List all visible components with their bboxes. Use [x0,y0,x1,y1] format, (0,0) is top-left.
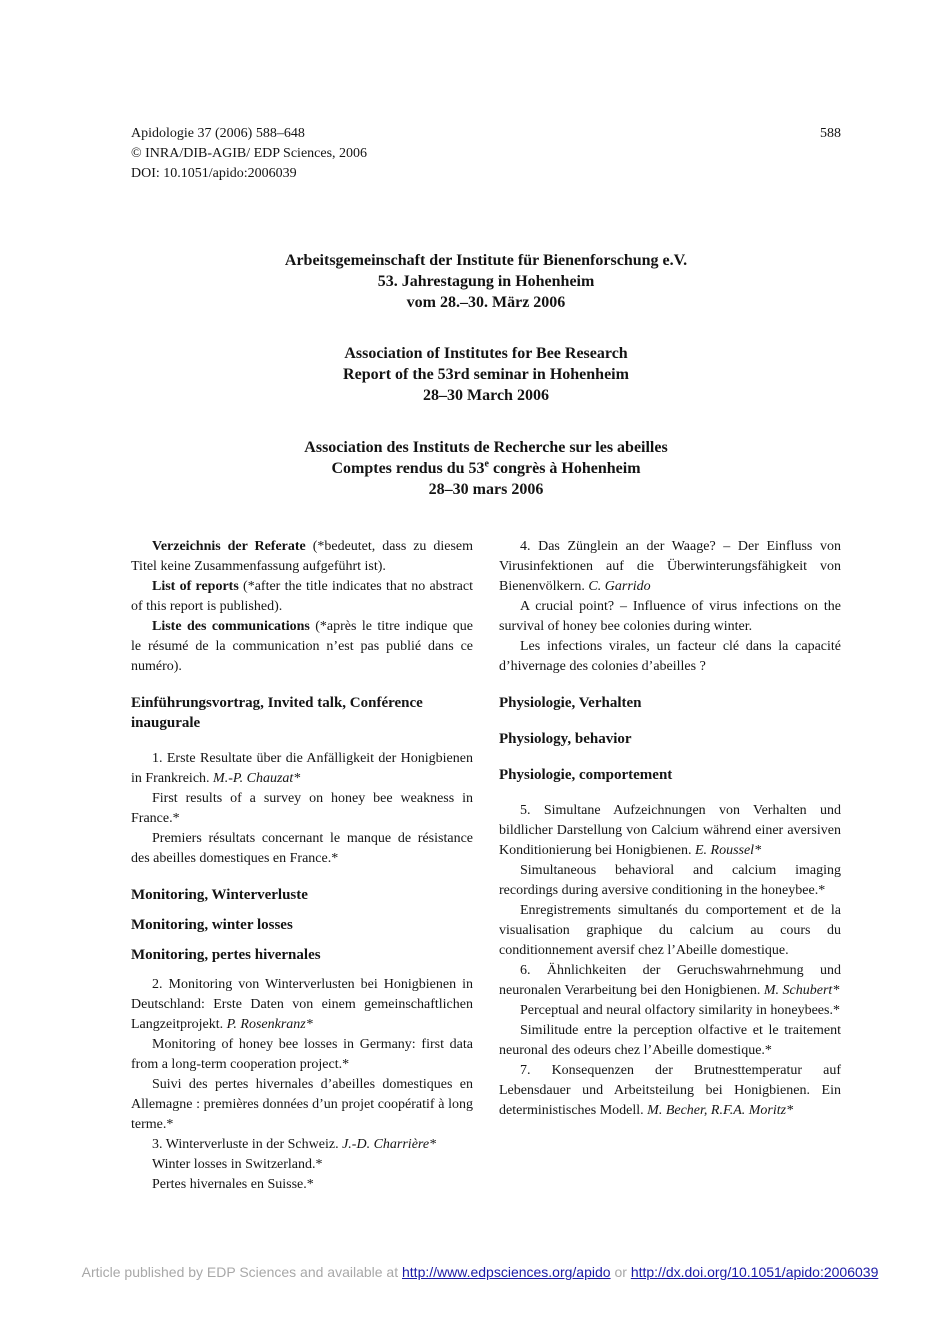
report-title: 4. Das Zünglein an der Waage? – Der Einfluss von Virusinfektionen auf die Überwinterungsfähigkeit von Bienenvölkern. [499,539,841,594]
title-text: congrès à Hohenheim [488,460,641,477]
intro-french [131,617,473,677]
intro-german-bold: Verzeichnis der Referate [152,539,306,554]
title-english [0,343,930,406]
section-heading: Einführungsvortrag, Invited talk, Conférence inaugurale [131,695,423,731]
title-line: Association des Instituts de Recherche sur les abeilles [304,439,668,456]
report-author: M.-P. Chauzat* [213,771,301,786]
report-translation-fr: Suivi des pertes hivernales d’abeilles domestiques en Allemagne : premières données d’un projet coopératif à long terme.* [131,1077,473,1132]
report-item [499,961,841,1001]
report-author: M. Schubert* [763,983,840,998]
report-translation-en: Simultaneous behavioral and calcium imaging recordings during aversive conditioning in the honeybee.* [499,863,841,898]
report-item [131,975,473,1035]
left-column [131,537,473,1195]
title-line: 28–30 March 2006 [423,387,549,404]
section-heading: Physiology, behavior [499,731,632,747]
title-text: Comptes rendus du 53 [331,460,485,477]
footer-text: or [610,1264,631,1280]
report-author: C. Garrido [588,579,651,594]
title-french [0,437,930,500]
intro-french-bold: Liste des communications [152,619,310,634]
report-item [131,1135,473,1155]
report-translation-en: A crucial point? – Influence of virus infections on the survival of honey bee colonies during winter. [499,599,841,634]
report-author: E. Roussel* [694,843,762,858]
intro-french-text: (*après le titre indique que le résumé de la communication n’est pas publié dans ce numéro). [131,619,473,674]
report-author: J.-D. Charrière* [342,1137,437,1152]
title-line: vom 28.–30. März 2006 [406,294,566,311]
title-line: Association of Institutes for Bee Research [344,345,628,362]
title-line [0,458,930,479]
title-line: Report of the 53rd seminar in Hohenheim [343,366,629,383]
report-translation-fr: Les infections virales, un facteur clé dans la capacité d’hivernage des colonies d’abeilles ? [499,639,841,674]
intro-english [131,577,473,617]
report-translation-en: Perceptual and neural olfactory similarity in honeybees.* [520,1003,840,1018]
journal-citation: Apidologie 37 (2006) 588–648 [131,126,305,141]
section-heading: Physiologie, comportement [499,767,673,783]
title-line: 53. Jahrestagung in Hohenheim [377,273,595,290]
intro-german-text: (*bedeutet, dass zu diesem Titel keine Zusammenfassung aufgeführt ist). [131,539,473,574]
report-translation-en: Winter losses in Switzerland.* [152,1157,323,1172]
report-translation-fr: Enregistrements simultanés du comportement et de la visualisation graphique du calcium au cours du conditionnement aversif chez l’Abeille domestique. [499,903,841,958]
doi-line: DOI: 10.1051/apido:2006039 [131,166,297,181]
apido-link[interactable]: http://www.edpsciences.org/apido [402,1264,611,1280]
copyright-line: © INRA/DIB-AGIB/ EDP Sciences, 2006 [131,146,368,161]
title-line: 28–30 mars 2006 [428,481,544,498]
section-heading: Physiologie, Verhalten [499,695,642,711]
report-translation-fr: Premiers résultats concernant le manque de résistance des abeilles domestiques en France.* [131,831,473,866]
superscript: e [484,458,489,470]
report-title: 5. Simultane Aufzeichnungen von Verhalten und bildlicher Darstellung von Calcium während einer aversiven Konditionierung bei Honigbienen. [499,803,841,858]
intro-german [131,537,473,577]
right-column [499,537,841,1121]
report-author: M. Becher, R.F.A. Moritz* [647,1103,794,1118]
report-title: 7. Konsequenzen der Brutnesttemperatur auf Lebensdauer und Arbeitsteilung bei Honigbienen. Ein deterministisches Modell. [499,1063,841,1118]
report-translation-en: Monitoring of honey bee losses in Germany: first data from a long-term cooperation project.* [131,1037,473,1072]
section-heading: Monitoring, Winterverluste [131,887,308,903]
report-title: 1. Erste Resultate über die Anfälligkeit der Honigbienen in Frankreich. [131,751,473,786]
report-translation-en: First results of a survey on honey bee weakness in France.* [131,791,473,826]
page-number: 588 [820,126,841,141]
intro-english-text: (*after the title indicates that no abstract of this report is published). [131,579,473,614]
report-item [131,749,473,789]
report-title: 6. Ähnlichkeiten der Geruchswahrnehmung und neuronalen Verarbeitung bei den Honigbienen. [499,963,841,998]
title-line: Arbeitsgemeinschaft der Institute für Bienenforschung e.V. [284,252,688,269]
report-item [499,801,841,861]
section-heading: Monitoring, pertes hivernales [131,947,321,963]
report-title: 3. Winterverluste in der Schweiz. [152,1137,343,1152]
report-author: P. Rosenkranz* [226,1017,313,1032]
journal-header [131,124,367,184]
report-item [499,537,841,597]
section-heading: Monitoring, winter losses [131,917,293,933]
doi-link[interactable]: http://dx.doi.org/10.1051/apido:2006039 [630,1264,879,1280]
report-item [499,1061,841,1121]
publisher-footer [0,1263,930,1281]
report-title: 2. Monitoring von Winterverlusten bei Honigbienen in Deutschland: Erste Daten von einem gemeinschaftlichen Langzeitprojekt. [131,977,473,1032]
report-translation-fr: Pertes hivernales en Suisse.* [152,1177,314,1192]
report-translation-fr: Similitude entre la perception olfactive et le traitement neuronal des odeurs chez l’Abeille domestique.* [499,1023,841,1058]
title-german [0,250,930,313]
footer-text: Article published by EDP Sciences and available at [81,1264,402,1280]
intro-english-bold: List of reports [152,579,239,594]
